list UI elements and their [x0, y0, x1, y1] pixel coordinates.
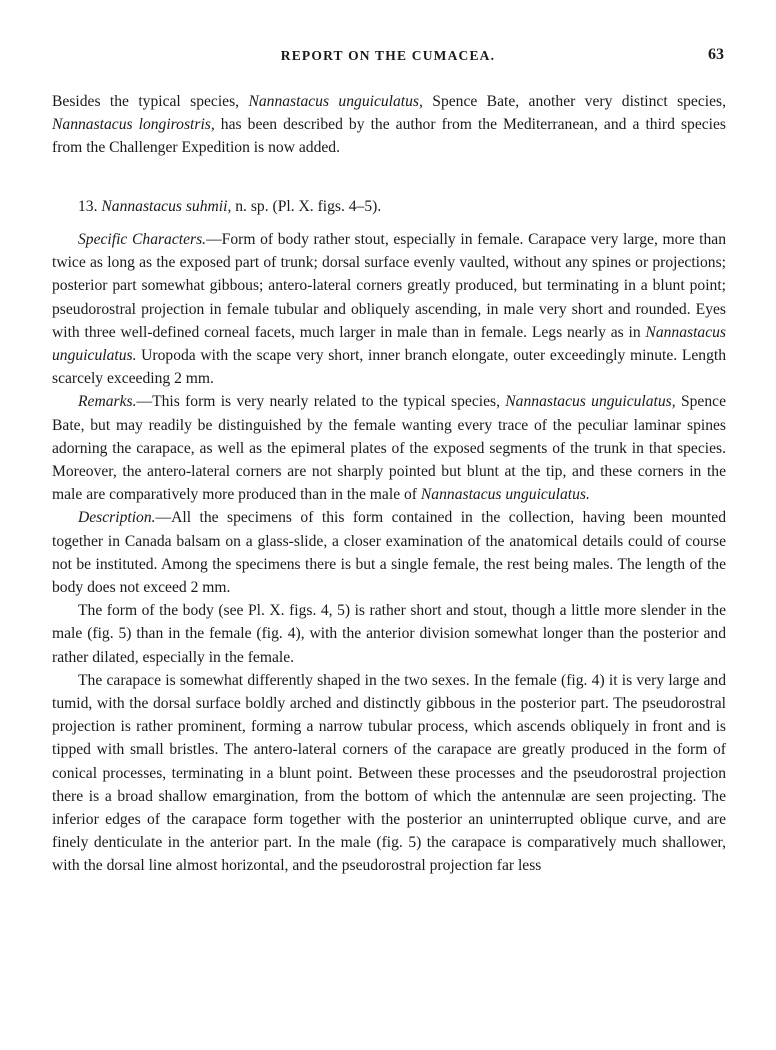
remarks-label: Remarks. — [78, 393, 137, 411]
intro-text-3: has been described by the author from the Mediterranean, and a third species from the Challenger Expedition is now added. — [52, 116, 726, 157]
carapace-paragraph: The carapace is somewhat differently shaped in the two sexes. In the female (fig. 4) it is very large and tumid, with the dorsal surface boldly arched and distinctly gibbous in the posterior part. The pseudorostral projection is rather prominent, forming a narrow tubular process, which ascends obliquely in front and is tipped with small bristles. The antero-lateral corners of the carapace are greatly produced in the form of conical processes, terminating in a blunt point. Between these processes and the pseudorostral projection there is a broad shallow emargination, from the bottom of which the antennulæ are seen projecting. The inferior edges of the carapace form together with the posterior an uninterrupted oblique curve, and are finely denticulate in the anterior part. In the male (fig. 5) the carapace is comparatively much shallower, with the dorsal line almost horizontal, and the pseudorostral projection far less — [52, 671, 726, 875]
description-paragraph — [52, 506, 726, 599]
specific-characters-label: Specific Characters. — [78, 231, 207, 248]
specific-text-2: Uropoda with the scape very short, inner branch elongate, outer exceedingly minute. Length scarcely exceeding 2 mm. — [52, 347, 726, 388]
remarks-species-1: Nannastacus unguiculatus, — [505, 393, 676, 411]
specific-text-1: —Form of body rather stout, especially in female. Carapace very large, more than twice as long as the exposed part of trunk; dorsal surface evenly vaulted, without any spines or projections; posterior part somewhat gibbous; antero-lateral corners greatly produced, but terminating in a blunt point; pseudorostral projection in female tubular and obliquely ascending, in male very short and rounded. Eyes with three well-defined corneal facets, much larger in male than in female. Legs nearly as in — [52, 231, 726, 341]
specific-species: Nannastacus unguiculatus. — [52, 323, 726, 365]
description-label: Description. — [78, 509, 156, 527]
species-heading — [78, 195, 381, 218]
running-title: REPORT ON THE CUMACEA. — [280, 48, 496, 63]
species-reference: n. sp. (Pl. X. figs. 4–5). — [231, 198, 382, 215]
remarks-species-2: Nannastacus unguiculatus. — [420, 486, 590, 504]
main-text — [52, 228, 726, 878]
intro-text-2: Spence Bate, another very distinct species, — [422, 93, 726, 110]
remarks-text-1: —This form is very nearly related to the typical species, — [136, 393, 506, 411]
intro-species-1: Nannastacus unguiculatus, — [248, 93, 423, 110]
remarks-text-2: Spence Bate, but may readily be distinguished by the female wanting every trace of the peculiar laminar spines adorning the carapace, as well as the epimeral plates of the exposed segments of the trunk in that species. Moreover, the antero-lateral corners are not sharply pointed but blunt at the tip, and these corners in the male are comparatively more produced than in the male of — [52, 393, 726, 504]
species-name: Nannastacus suhmii, — [101, 198, 232, 215]
running-head — [52, 48, 724, 72]
intro-species-2: Nannastacus longirostris, — [52, 116, 215, 134]
intro-text — [52, 90, 726, 160]
remarks-paragraph — [52, 390, 726, 506]
specific-characters-paragraph — [52, 228, 726, 390]
body-form-paragraph: The form of the body (see Pl. X. figs. 4, 5) is rather short and stout, though a little more slender in the male (fig. 5) than in the female (fig. 4), with the anterior division somewhat longer than the posterior and rather dilated, especially in the female. — [52, 602, 726, 666]
description-text: —All the specimens of this form contained in the collection, having been mounted together in Canada balsam on a glass-slide, a closer examination of the anatomical details could of course not be instituted. Among the specimens there is but a single female, the rest being males. The length of the body does not exceed 2 mm. — [52, 509, 726, 597]
species-number: 13. — [78, 198, 102, 215]
intro-paragraph — [52, 90, 726, 160]
page-number: 63 — [708, 46, 724, 63]
intro-text-1: Besides the typical species, — [52, 93, 249, 110]
